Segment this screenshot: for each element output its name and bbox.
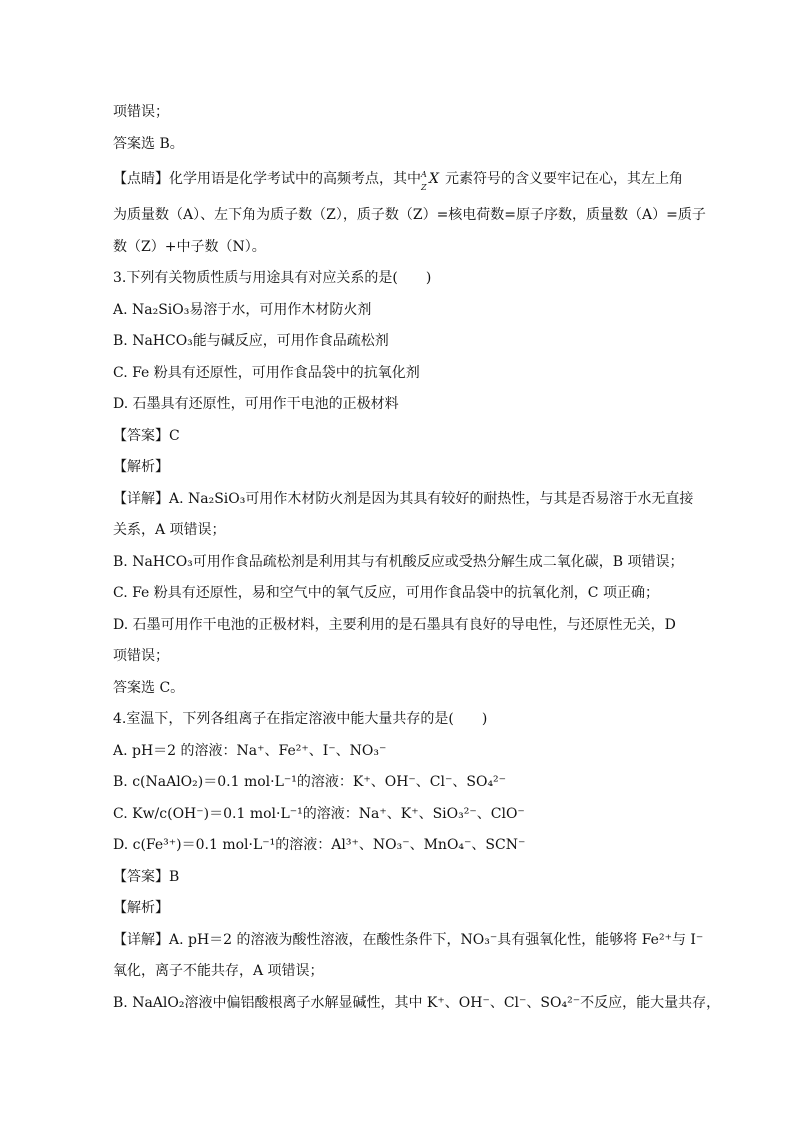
text-line: 答案选 B。 — [113, 136, 184, 152]
option-c: C. Kw/c(OH⁻)＝0.1 mol·L⁻¹的溶液：Na⁺、K⁺、SiO₃²⁻、ClO⁻ — [113, 806, 525, 822]
text-line: D. 石墨可用作干电池的正极材料，主要利用的是石墨具有良好的导电性，与还原性无关，D — [113, 617, 676, 633]
option-d: D. c(Fe³⁺)＝0.1 mol·L⁻¹的溶液：Al³⁺、NO₃⁻、MnO₄⁻、SCN⁻ — [113, 837, 526, 853]
option-a: A. pH＝2 的溶液：Na⁺、Fe²⁺、I⁻、NO₃⁻ — [113, 743, 387, 759]
text-line: 【详解】A. Na₂SiO₃可用作木材防火剂是因为其具有较好的耐热性，与其是否易溶于水无直接 — [113, 491, 694, 507]
option-a: A. Na₂SiO₃易溶于水，可用作木材防火剂 — [113, 302, 372, 318]
option-b: B. c(NaAlO₂)＝0.1 mol·L⁻¹的溶液：K⁺、OH⁻、Cl⁻、SO₄²⁻ — [113, 774, 507, 790]
option-d: D. 石墨具有还原性，可用作干电池的正极材料 — [113, 396, 399, 412]
text-line — [113, 169, 694, 192]
element-symbol: X — [429, 171, 439, 187]
atomic-number: Z — [421, 183, 427, 192]
question-stem: 3.下列有关物质性质与用途具有对应关系的是( ) — [113, 270, 432, 286]
analysis-label: 【解析】 — [113, 459, 169, 475]
mass-number: A — [421, 170, 427, 179]
answer-label: 【答案】C — [113, 428, 180, 444]
text-line: 项错误； — [113, 104, 169, 120]
text-line: 项错误； — [113, 648, 169, 664]
text-line: 关系，A 项错误； — [113, 522, 226, 538]
text-line: 为质量数（A）、左下角为质子数（Z），质子数（Z）=核电荷数=原子序数，质量数（A）=质子 — [113, 207, 706, 223]
text-line: B. NaHCO₃可用作食品疏松剂是利用其与有机酸反应或受热分解生成二氧化碳，B 项错误； — [113, 554, 684, 570]
text-line: B. NaAlO₂溶液中偏铝酸根离子水解显碱性，其中 K⁺、OH⁻、Cl⁻、SO₄²⁻不反应，能大量共存， — [113, 995, 721, 1011]
isotope-notation — [421, 169, 445, 192]
option-b: B. NaHCO₃能与碱反应，可用作食品疏松剂 — [113, 333, 389, 349]
analysis-label: 【解析】 — [113, 900, 169, 916]
answer-label: 【答案】B — [113, 869, 180, 885]
text-line: 氧化，离子不能共存，A 项错误； — [113, 963, 324, 979]
text-line: C. Fe 粉具有还原性，易和空气中的氧气反应，可用作食品袋中的抗氧化剂，C 项正确； — [113, 585, 659, 601]
text-segment: 元素符号的含义要牢记在心，其左上角 — [445, 171, 683, 187]
text-segment: 【点睛】化学用语是化学考试中的高频考点，其中 — [113, 171, 421, 187]
text-line: 数（Z）+中子数（N）。 — [113, 239, 266, 255]
question-stem: 4.室温下，下列各组离子在指定溶液中能大量共存的是( ) — [113, 711, 488, 727]
text-line: 【详解】A. pH＝2 的溶液为酸性溶液，在酸性条件下，NO₃⁻具有强氧化性，能够将 Fe²⁺与 I⁻ — [113, 932, 704, 948]
text-line: 答案选 C。 — [113, 680, 185, 696]
option-c: C. Fe 粉具有还原性，可用作食品袋中的抗氧化剂 — [113, 365, 420, 381]
